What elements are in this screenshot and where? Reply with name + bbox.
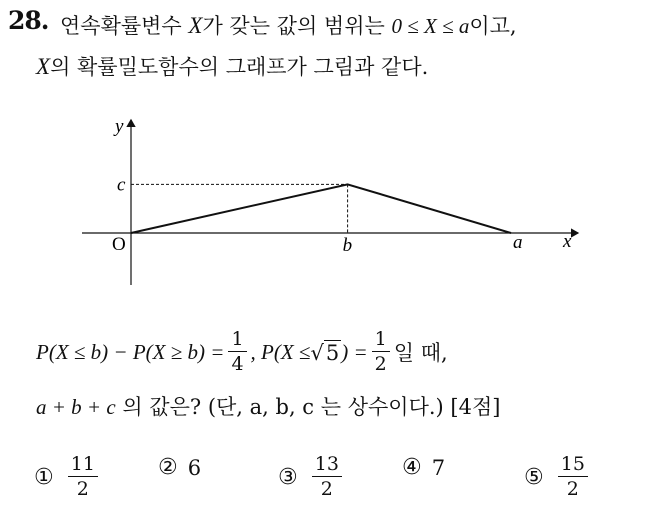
line1-text-c: 이고, (469, 14, 517, 38)
sqrt-symbol: √ (310, 340, 324, 365)
condition-line (36, 330, 448, 374)
line1-text-b: 가 갖는 값의 범위는 (202, 14, 392, 38)
fraction2-denominator: 2 (374, 353, 387, 375)
fraction-one-half (372, 330, 390, 374)
x-axis-label: x (563, 231, 572, 252)
choice-3-fraction (312, 455, 342, 499)
choice-3-numerator: 13 (312, 455, 342, 477)
choice-5-numerator: 15 (558, 455, 588, 477)
sum-expression: a + b + c (36, 395, 116, 419)
prob-expr-3: ) = (341, 339, 368, 364)
tick-label-b: b (342, 235, 353, 256)
choice-1-fraction (68, 455, 98, 499)
range-expression: 0 ≤ X ≤ a (391, 14, 470, 38)
choice-1[interactable] (34, 455, 102, 499)
choice-4-mark: ④ (402, 455, 422, 480)
choice-3-denominator: 2 (320, 478, 333, 500)
tick-label-a: a (513, 232, 523, 253)
prob-expr-1: P(X ≤ b) − P(X ≥ b) = (36, 339, 225, 364)
fraction-one-quarter (228, 330, 246, 374)
origin-label: O (112, 234, 126, 255)
choice-5-fraction (558, 455, 588, 499)
fraction1-numerator: 1 (228, 330, 246, 352)
line1-text-a: 연속확률변수 (60, 14, 189, 38)
choice-2[interactable] (158, 455, 201, 480)
ask-line (36, 391, 500, 421)
y-axis-label: y (115, 116, 124, 137)
choice-1-mark: ① (34, 464, 54, 490)
line2-text: 의 확률밀도함수의 그래프가 그림과 같다. (50, 55, 429, 79)
prob-expr-2: , P(X ≤ (250, 339, 311, 364)
pdf-line (131, 184, 511, 233)
fraction2-numerator: 1 (372, 330, 390, 352)
sqrt-five (310, 340, 341, 365)
choice-3-mark: ③ (278, 464, 298, 490)
choice-1-numerator: 11 (68, 455, 98, 477)
condition-tail: 일 때, (393, 341, 448, 365)
sqrt-radicand: 5 (325, 340, 340, 365)
choice-4[interactable] (402, 455, 445, 480)
variable-x-2: X (36, 54, 51, 79)
choice-3[interactable] (278, 455, 346, 499)
tick-label-c: c (117, 174, 126, 196)
choice-5-denominator: 2 (566, 478, 579, 500)
choice-1-denominator: 2 (76, 478, 89, 500)
question-number: 28. (8, 6, 49, 35)
fraction1-denominator: 4 (231, 353, 244, 375)
ask-text: 의 값은? (단, a, b, c 는 상수이다.) [4점] (115, 395, 501, 419)
choice-5-mark: ⑤ (524, 464, 544, 490)
choice-2-mark: ② (158, 455, 178, 480)
variable-x: X (188, 13, 203, 38)
choice-5[interactable] (524, 455, 592, 499)
choice-2-value: 6 (187, 455, 202, 480)
choice-4-value: 7 (431, 455, 446, 480)
